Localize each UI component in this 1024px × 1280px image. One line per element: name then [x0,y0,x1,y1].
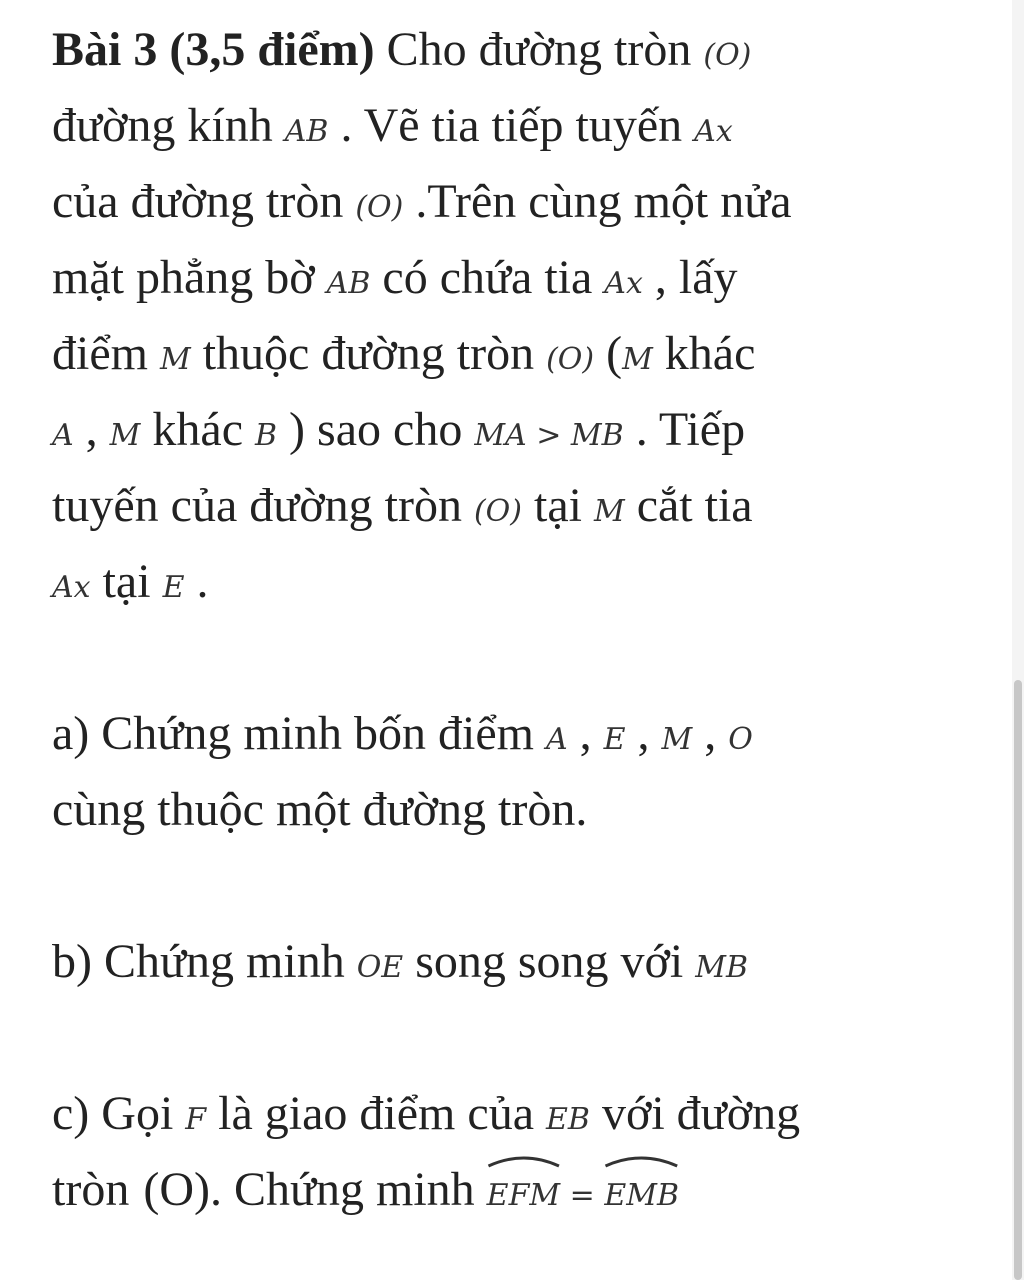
part-a-text: , [567,707,604,760]
math-term: O [728,722,753,757]
math-term: AB [284,114,329,149]
part-c-text: (O). Chứng minh [143,1163,487,1216]
math-inequality: MA > MB [474,418,624,453]
part-a-text: , [692,707,729,760]
problem-text: mặt phẳng bờ [52,251,327,304]
problem-text: tại [90,555,163,608]
problem-text: , lấy [642,251,738,304]
problem-text: thuộc đường tròn [190,327,547,380]
part-b-text: b) Chứng minh [52,935,357,988]
part-c-text: tròn [52,1163,130,1216]
angle-label: EMB [604,1178,679,1213]
part-c-text: c) Gọi [52,1087,186,1140]
math-term: E [162,570,185,605]
part-a-line-1 [52,696,972,772]
problem-line-4 [52,240,972,316]
math-term: Ax [694,114,733,149]
paragraph-spacer [52,620,972,696]
problem-text: của đường tròn [52,175,356,228]
part-c-text: với đường [589,1087,801,1140]
angle-efm [487,1152,560,1234]
math-term: (O) [703,38,752,73]
problem-text: . [184,555,209,608]
part-a-text: a) Chứng minh bốn điểm [52,707,546,760]
math-term: (O) [473,494,522,529]
math-term: E [603,722,626,757]
problem-line-6 [52,392,972,468]
problem-line-2 [52,88,972,164]
math-operator: = [560,1178,605,1213]
paragraph-spacer [52,848,972,924]
math-term: EB [546,1102,590,1137]
problem-text: ) sao cho [277,403,475,456]
problem-text: cắt tia [624,479,753,532]
arc-hat-icon [487,1152,560,1168]
math-term: F [185,1102,207,1137]
problem-text: điểm [52,327,160,380]
problem-text: ( [594,327,623,380]
angle-emb [604,1152,679,1234]
part-a-text: , [625,707,662,760]
arc-hat-icon [604,1152,679,1168]
problem-line-7 [52,468,972,544]
math-term: M [159,342,191,377]
problem-text: có chứa tia [370,251,605,304]
part-b-text: song song với [403,935,696,988]
part-c-line-2 [52,1152,972,1228]
problem-line-5 [52,316,972,392]
part-a-line-2 [52,772,972,848]
part-a-text: cùng thuộc một đường tròn. [52,783,588,836]
math-term: M [622,342,653,377]
math-term: M [661,722,693,757]
math-term: Ax [604,266,643,301]
problem-line-3 [52,164,972,240]
problem-text: khác [140,403,255,456]
problem-text: đường kính [52,99,285,152]
part-c-text: là giao điểm của [206,1087,546,1140]
problem-text: khác [652,327,756,380]
math-term: A [52,418,74,453]
problem-text: . Vẽ tia tiếp tuyến [328,99,695,152]
problem-content [52,12,972,1228]
math-term: AB [326,266,371,301]
problem-title: Bài 3 (3,5 điểm) [52,23,375,76]
paragraph-spacer [52,1000,972,1076]
scrollbar[interactable] [1012,0,1024,1280]
part-b-line-1 [52,924,972,1000]
problem-text: . Tiếp [623,403,746,456]
math-term: Ax [52,570,91,605]
math-term: (O) [546,342,595,377]
math-term: (O) [355,190,404,225]
math-term: MB [695,950,749,985]
math-term: A [545,722,568,757]
part-c-line-1 [52,1076,972,1152]
problem-text: tại [521,479,594,532]
problem-text: Cho đường tròn [374,23,704,76]
scrollbar-thumb[interactable] [1014,680,1022,1280]
angle-label: EFM [486,1178,561,1213]
math-term: B [255,418,278,453]
math-term: M [593,494,625,529]
problem-line-8 [52,544,972,620]
problem-text: tuyến của đường tròn [52,479,474,532]
math-term: M [109,418,141,453]
problem-text: , [73,403,110,456]
problem-line-1 [52,12,972,88]
problem-text: .Trên cùng một nửa [403,175,792,228]
math-term: OE [356,950,404,985]
